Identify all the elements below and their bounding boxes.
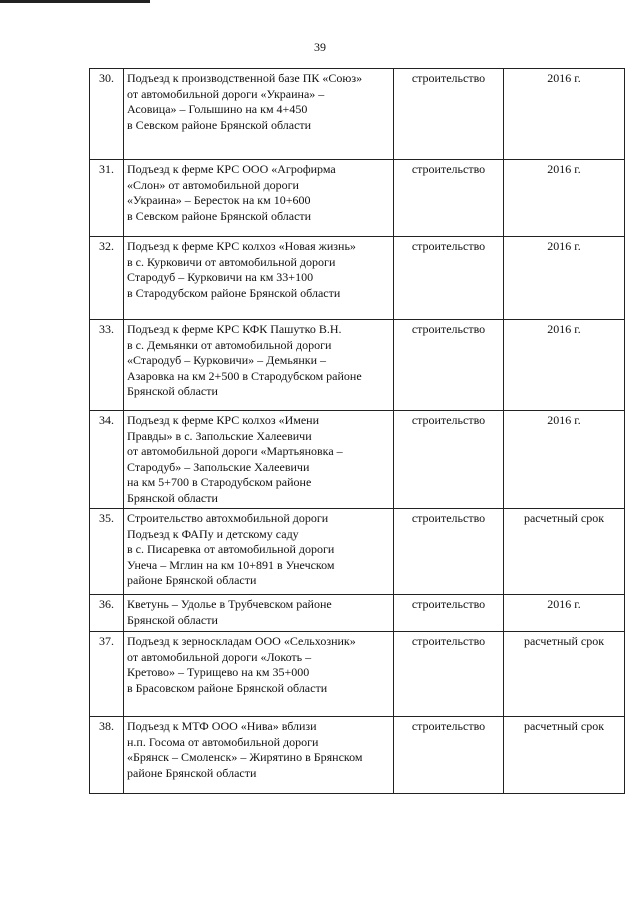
row-number: 38.	[90, 717, 124, 794]
row-number: 30.	[90, 69, 124, 160]
table-row	[90, 69, 625, 160]
table-row	[90, 160, 625, 237]
work-type: строительство	[394, 632, 504, 717]
work-term: 2016 г.	[504, 595, 625, 632]
row-number: 37.	[90, 632, 124, 717]
top-border-rule	[0, 0, 150, 3]
object-name: Подъезд к зерноскладам ООО «Сельхозник» от автомобильной дороги «Локоть – Кретово» – Турищево на км 35+000 в Брасовском районе Брянской области	[124, 632, 394, 717]
page-number: 39	[314, 40, 326, 54]
object-name: Подъезд к ферме КРС колхоз «Новая жизнь» в с. Курковичи от автомобильной дороги Стародуб – Курковичи на км 33+100 в Стародубском районе Брянской области	[124, 237, 394, 320]
work-type: строительство	[394, 509, 504, 595]
object-name: Подъезд к производственной базе ПК «Союз» от автомобильной дороги «Украина» – Асовица» – Голышино на км 4+450 в Севском районе Брянской области	[124, 69, 394, 160]
work-term: 2016 г.	[504, 160, 625, 237]
work-type: строительство	[394, 160, 504, 237]
object-name: Кветунь – Удолье в Трубчевском районе Брянской области	[124, 595, 394, 632]
work-term: расчетный срок	[504, 632, 625, 717]
work-term: 2016 г.	[504, 69, 625, 160]
table-row	[90, 595, 625, 632]
object-name: Строительство автохмобильной дороги Подъезд к ФАПу и детскому саду в с. Писаревка от автомобильной дороги Унеча – Мглин на км 10+891 в Унечском районе Брянской области	[124, 509, 394, 595]
row-number: 36.	[90, 595, 124, 632]
work-type: строительство	[394, 717, 504, 794]
work-term: 2016 г.	[504, 237, 625, 320]
work-type: строительство	[394, 237, 504, 320]
work-type: строительство	[394, 69, 504, 160]
table-row	[90, 320, 625, 411]
row-number: 31.	[90, 160, 124, 237]
work-type: строительство	[394, 595, 504, 632]
work-term: 2016 г.	[504, 411, 625, 509]
row-number: 32.	[90, 237, 124, 320]
work-term: 2016 г.	[504, 320, 625, 411]
work-term: расчетный срок	[504, 717, 625, 794]
object-name: Подъезд к ферме КРС ООО «Агрофирма «Слон» от автомобильной дороги «Украина» – Береcток на км 10+600 в Севском районе Брянской области	[124, 160, 394, 237]
work-type: строительство	[394, 320, 504, 411]
row-number: 33.	[90, 320, 124, 411]
object-name: Подъезд к ферме КРС колхоз «Имени Правды» в с. Запольские Халеевичи от автомобильной дороги «Мартьяновка – Стародуб» – Запольские Халеевичи на км 5+700 в Стародубском районе Брянской области	[124, 411, 394, 509]
object-name: Подъезд к ферме КРС КФК Пашутко В.Н. в с. Демьянки от автомобильной дороги «Стародуб – Курковичи» – Демьянки – Азаровка на км 2+500 в Стародубском районе Брянской области	[124, 320, 394, 411]
object-name: Подъезд к МТФ ООО «Нива» вблизи н.п. Госома от автомобильной дороги «Брянск – Смоленск» – Жирятино в Брянском районе Брянской области	[124, 717, 394, 794]
table-row	[90, 509, 625, 595]
table-row	[90, 237, 625, 320]
work-type: строительство	[394, 411, 504, 509]
row-number: 34.	[90, 411, 124, 509]
table-row	[90, 632, 625, 717]
row-number: 35.	[90, 509, 124, 595]
work-term: расчетный срок	[504, 509, 625, 595]
table-row	[90, 717, 625, 794]
roads-table	[89, 68, 625, 794]
table-row	[90, 411, 625, 509]
